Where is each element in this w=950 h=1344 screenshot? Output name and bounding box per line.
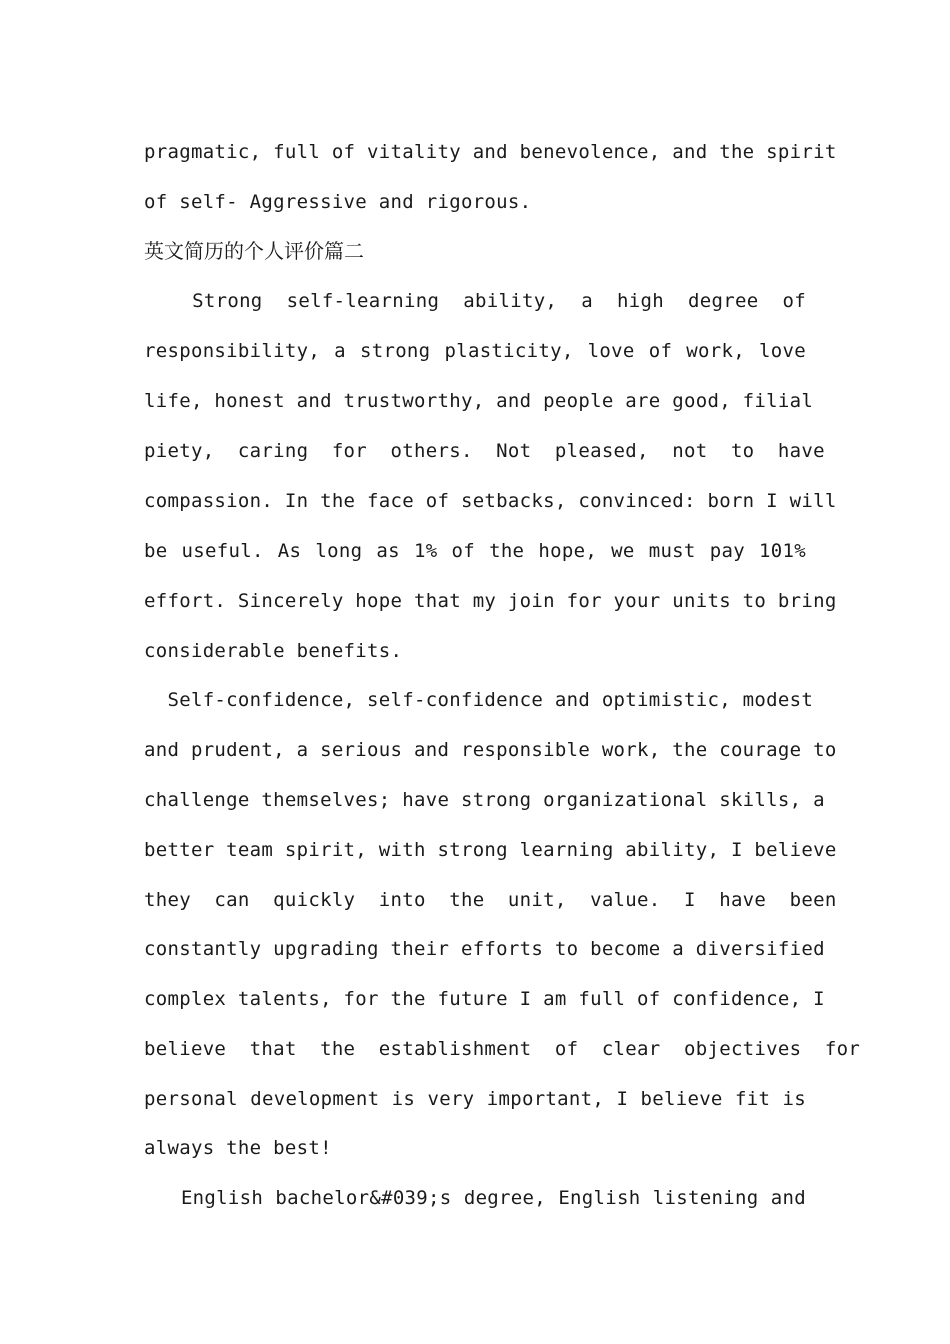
- text-line: constantly upgrading their efforts to become a diversified: [144, 938, 825, 960]
- text-line: always the best!: [144, 1137, 332, 1159]
- text-line: piety, caring for others. Not pleased, not to have: [144, 440, 825, 462]
- text-line: challenge themselves; have strong organizational skills, a: [144, 789, 825, 811]
- text-line: pragmatic, full of vitality and benevolence, and the spirit: [144, 141, 837, 163]
- text-line: they can quickly into the unit, value. I have been: [144, 889, 837, 911]
- text-line: personal development is very important, I believe fit is: [144, 1088, 806, 1110]
- text-line: responsibility, a strong plasticity, love of work, love: [144, 340, 806, 362]
- text-line: of self- Aggressive and rigorous.: [144, 191, 532, 213]
- text-line: Strong self-learning ability, a high degree of: [144, 290, 806, 312]
- text-line: effort. Sincerely hope that my join for your units to bring: [144, 590, 837, 612]
- text-line: life, honest and trustworthy, and people are good, filial: [144, 390, 814, 412]
- text-line: and prudent, a serious and responsible work, the courage to: [144, 739, 837, 761]
- text-line: be useful. As long as 1% of the hope, we must pay 101%: [144, 540, 806, 562]
- section-heading: 英文简历的个人评价篇二: [144, 239, 364, 263]
- text-line: English bachelor&#039;s degree, English listening and: [144, 1187, 806, 1209]
- text-line: considerable benefits.: [144, 640, 403, 662]
- text-line: complex talents, for the future I am full of confidence, I: [144, 988, 825, 1010]
- text-line: believe that the establishment of clear objectives for: [144, 1038, 861, 1060]
- text-line: better team spirit, with strong learning ability, I believe: [144, 839, 837, 861]
- text-line: compassion. In the face of setbacks, convinced: born I will: [144, 490, 837, 512]
- text-line: Self-confidence, self-confidence and optimistic, modest: [144, 689, 814, 711]
